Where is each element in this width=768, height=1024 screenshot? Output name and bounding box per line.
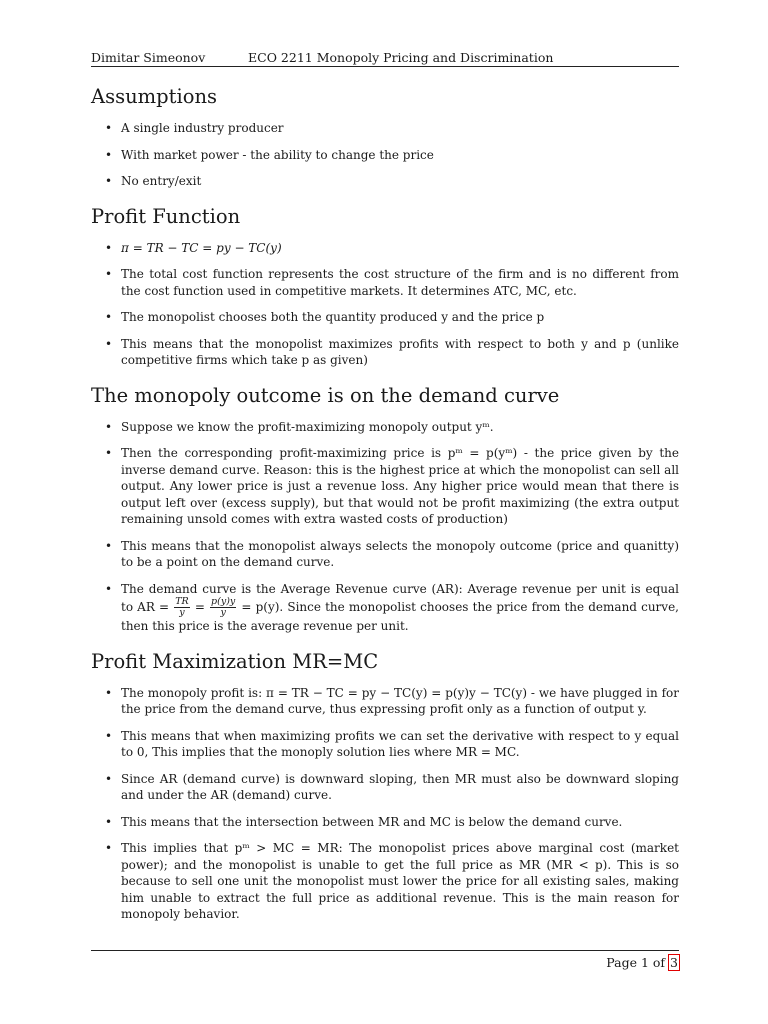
list-item: • This means that the monopolist always selects the monopoly outcome (price and quanitty) to be a point on the demand curve. [105, 538, 679, 569]
list-item: • Suppose we know the profit-maximizing monopoly output yᵐ. [105, 419, 494, 434]
bullet-icon: • [105, 240, 113, 255]
bullet-icon: • [105, 147, 113, 162]
bullet-list [91, 240, 679, 369]
list-item: • This means that when maximizing profits we can set the derivative with respect to y equal to 0, This implies that the monoply solution lies where MR = MC. [105, 728, 679, 759]
bullet-icon: • [105, 336, 113, 351]
list-item: • The monopolist chooses both the quantity produced y and the price p [105, 310, 545, 324]
total-pages-link[interactable]: 3 [670, 955, 678, 970]
section-profit-function [91, 204, 679, 369]
bullet-icon: • [105, 685, 113, 700]
fraction-pyy-over-y: $\frac{p(y)y}{y}$ [211, 596, 236, 618]
list-item: • With market power - the ability to change the price [105, 147, 434, 162]
bullet-icon: • [105, 814, 113, 829]
list-item: • A single industry producer [105, 121, 284, 135]
bullet-list [91, 419, 679, 635]
bullet-list [91, 120, 679, 190]
list-item [91, 240, 679, 257]
bullet-icon: • [105, 771, 113, 786]
bullet-icon: • [105, 538, 113, 553]
section-assumptions [91, 84, 679, 190]
header-author: Dimitar Simeonov [91, 50, 206, 65]
bullet-icon: • [105, 121, 113, 135]
bullet-icon: • [105, 581, 113, 596]
section-heading: Assumptions [91, 85, 218, 108]
section-heading: The monopoly outcome is on the demand curve [91, 383, 560, 407]
list-item: • No entry/exit [105, 174, 202, 188]
bullet-icon: • [105, 174, 113, 188]
page-footer [606, 955, 679, 970]
list-item: • The demand curve is the Average Revenue curve (AR): Average revenue per unit is equal to AR = $\frac{TR}{y}$ = $\frac{p(y)y}{y}$ = p(y). Since the monopolist chooses the price from the demand curve, then this price is the average revenue per unit. [105, 581, 679, 633]
list-item: • The monopoly profit is: π = TR − TC = py − TC(y) = p(y)y − TC(y) - we have plugged in for the price from the demand curve, thus expressing profit only as a function of output y. [105, 685, 679, 716]
list-item: • This implies that pᵐ > MC = MR: The monopolist prices above marginal cost (market power); and the monopolist is unable to get the full price as MR (MR < p). This is so because to sell one unit the monopolist must lower the price for all existing sales, making him unable to extract the full price as additional revenue. This is the main reason for monopoly behavior. [105, 841, 679, 921]
list-item: • The total cost function represents the cost structure of the firm and is no different from the cost function used in competitive markets. It determines ATC, MC, etc. [105, 267, 679, 298]
profit-equation: π = TR − TC = py − TC(y) [121, 240, 282, 255]
footer-divider [91, 950, 679, 951]
bullet-icon: • [105, 419, 113, 434]
header-title: ECO 2211 Monopoly Pricing and Discrimination [248, 50, 554, 65]
bullet-icon: • [105, 446, 113, 460]
section-heading: Profit Maximization MR=MC [91, 649, 379, 673]
bullet-icon: • [105, 728, 113, 743]
bullet-icon: • [105, 267, 113, 281]
list-item: • This means that the intersection between MR and MC is below the demand curve. [105, 814, 623, 829]
document-body [91, 84, 679, 937]
bullet-icon: • [105, 310, 113, 324]
list-item: • Since AR (demand curve) is downward sloping, then MR must also be downward sloping and under the AR (demand) curve. [105, 771, 679, 802]
fraction-tr-over-y: $\frac{TR}{y}$ [175, 596, 189, 618]
page-header [91, 48, 679, 67]
section-monopoly-outcome [91, 383, 679, 635]
bullet-list [91, 685, 679, 923]
bullet-icon: • [105, 841, 113, 855]
page-number-label: Page 1 of [606, 955, 666, 970]
section-heading: Profit Function [91, 204, 241, 228]
section-profit-maximization [91, 649, 679, 923]
list-item: • This means that the monopolist maximizes profits with respect to both y and p (unlike competitive firms which take p as given) [105, 336, 679, 367]
list-item: • Then the corresponding profit-maximizing price is pᵐ = p(yᵐ) - the price given by the inverse demand curve. Reason: this is the highest price at which the monopolist can sell all output. Any lower price is just a revenue loss. Any higher price would mean that there is output left over (excess supply), but that would not be profit maximizing (the extra output remaining unsold comes with extra wasted costs of production) [105, 446, 679, 526]
